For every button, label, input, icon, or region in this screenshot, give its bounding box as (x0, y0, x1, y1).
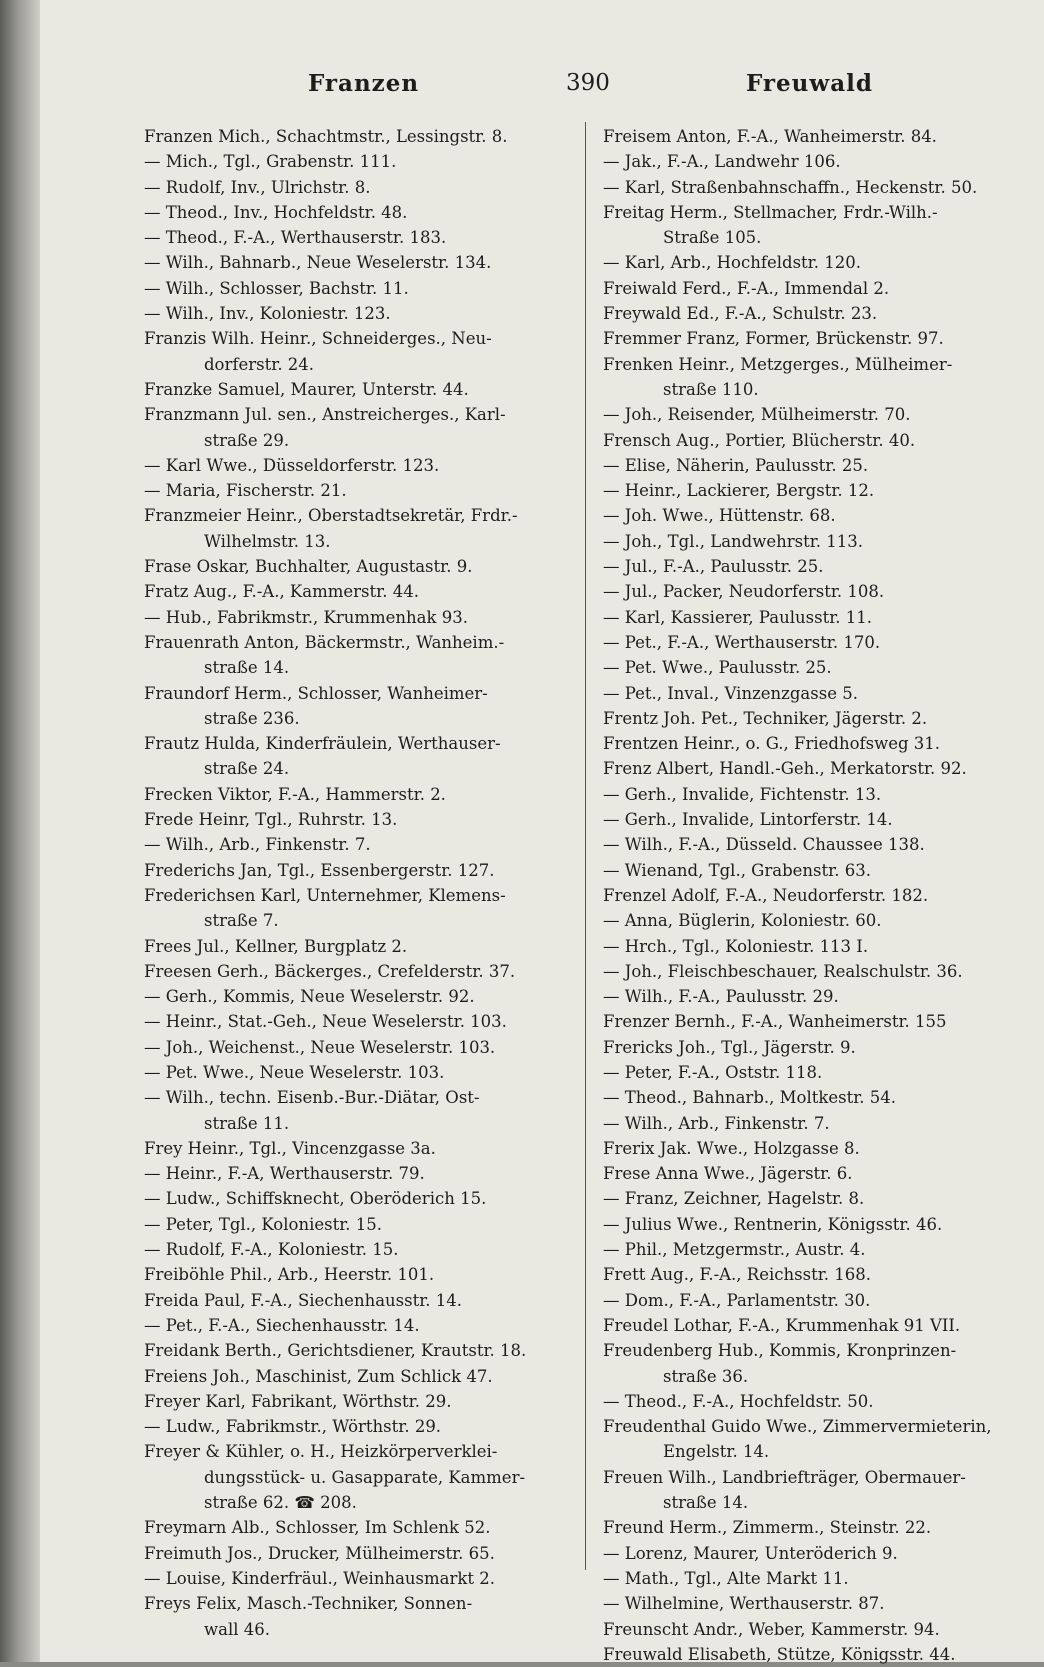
directory-entry: — Wilh., Bahnarb., Neue Weselerstr. 134. (144, 253, 492, 273)
directory-entry: — Wilh., Inv., Koloniestr. 123. (144, 304, 391, 324)
directory-entry: — Hub., Fabrikmstr., Krummenhak 93. (144, 607, 468, 627)
directory-entry-continuation: wall 46. (204, 1619, 270, 1639)
directory-entry: Freudenberg Hub., Kommis, Kronprinzen- (603, 1341, 957, 1361)
directory-entry: — Louise, Kinderfräul., Weinhausmarkt 2. (144, 1568, 496, 1588)
page-header (40, 70, 1044, 106)
directory-entry: Frenz Albert, Handl.-Geh., Merkatorstr. 92. (603, 759, 967, 779)
directory-entry: Frese Anna Wwe., Jägerstr. 6. (603, 1164, 853, 1184)
directory-entry: — Pet., F.-A., Werthauserstr. 170. (603, 632, 881, 652)
directory-entry: — Theod., Inv., Hochfeldstr. 48. (144, 202, 408, 222)
directory-entry: — Gerh., Invalide, Fichtenstr. 13. (603, 784, 882, 804)
directory-entry: — Pet. Wwe., Paulusstr. 25. (603, 658, 832, 678)
page-number: 390 (566, 70, 610, 96)
directory-entry-continuation: straße 24. (204, 759, 290, 779)
left-column (144, 124, 574, 1642)
directory-entry: Freund Herm., Zimmerm., Steinstr. 22. (603, 1518, 932, 1538)
directory-entry: — Gerh., Invalide, Lintorferstr. 14. (603, 810, 893, 830)
directory-entry: — Wilh., Arb., Finkenstr. 7. (603, 1113, 830, 1133)
directory-entry: — Lorenz, Maurer, Unteröderich 9. (603, 1543, 898, 1563)
directory-entry: Freyer & Kühler, o. H., Heizkörperverklei- (144, 1442, 498, 1462)
directory-entry: Freesen Gerh., Bäckerges., Crefelderstr. 37. (144, 961, 516, 981)
directory-entry: Frenzer Bernh., F.-A., Wanheimerstr. 155 (603, 1012, 947, 1032)
directory-entry: — Anna, Büglerin, Koloniestr. 60. (603, 911, 882, 931)
directory-page (40, 0, 1044, 1662)
directory-entry: Freiböhle Phil., Arb., Heerstr. 101. (144, 1265, 435, 1285)
directory-entry: — Heinr., Stat.-Geh., Neue Weselerstr. 103. (144, 1012, 507, 1032)
directory-entry: Frentzen Heinr., o. G., Friedhofsweg 31. (603, 734, 941, 754)
directory-entry-continuation: straße 11. (204, 1113, 290, 1133)
directory-entry: — Karl Wwe., Düsseldorferstr. 123. (144, 455, 440, 475)
directory-entry: Freywald Ed., F.-A., Schulstr. 23. (603, 304, 878, 324)
directory-entry: — Mich., Tgl., Grabenstr. 111. (144, 152, 397, 172)
directory-entry: — Pet., F.-A., Siechenhausstr. 14. (144, 1315, 420, 1335)
directory-entry: — Wilh., techn. Eisenb.-Bur.-Diätar, Ost- (144, 1088, 480, 1108)
directory-entry: Freuen Wilh., Landbriefträger, Obermauer- (603, 1467, 966, 1487)
directory-entry: — Pet. Wwe., Neue Weselerstr. 103. (144, 1062, 445, 1082)
directory-entry: — Wilh., F.-A., Düsseld. Chaussee 138. (603, 835, 925, 855)
directory-entry: Frauenrath Anton, Bäckermstr., Wanheim.- (144, 632, 505, 652)
directory-entry-continuation: dorferstr. 24. (204, 354, 315, 374)
directory-entry-continuation: straße 236. (204, 708, 300, 728)
directory-entry: Frecken Viktor, F.-A., Hammerstr. 2. (144, 784, 446, 804)
directory-entry: Freimuth Jos., Drucker, Mülheimerstr. 65. (144, 1543, 495, 1563)
directory-entry: — Heinr., F.-A, Werthauserstr. 79. (144, 1164, 425, 1184)
directory-entry: Frerix Jak. Wwe., Holzgasse 8. (603, 1138, 860, 1158)
directory-entry: Frees Jul., Kellner, Burgplatz 2. (144, 936, 408, 956)
directory-entry-continuation: Wilhelmstr. 13. (204, 531, 331, 551)
directory-entry: Frederichsen Karl, Unternehmer, Klemens- (144, 885, 506, 905)
directory-entry: Fratz Aug., F.-A., Kammerstr. 44. (144, 582, 419, 602)
directory-entry: — Theod., F.-A., Hochfeldstr. 50. (603, 1391, 874, 1411)
directory-entry: Frentz Joh. Pet., Techniker, Jägerstr. 2. (603, 708, 928, 728)
directory-entry: Freitag Herm., Stellmacher, Frdr.-Wilh.- (603, 202, 938, 222)
directory-entry: — Joh., Tgl., Landwehrstr. 113. (603, 531, 864, 551)
directory-entry: — Math., Tgl., Alte Markt 11. (603, 1568, 849, 1588)
directory-entry-continuation: straße 62. ☎ 208. (204, 1493, 357, 1513)
directory-entry: Freys Felix, Masch.-Techniker, Sonnen- (144, 1594, 473, 1614)
directory-entry: Freuwald Elisabeth, Stütze, Königsstr. 44. (603, 1644, 956, 1664)
directory-entry: Franzmann Jul. sen., Anstreicherges., Karl- (144, 405, 506, 425)
directory-entry: Freunscht Andr., Weber, Kammerstr. 94. (603, 1619, 940, 1639)
directory-entry: — Wilh., Schlosser, Bachstr. 11. (144, 278, 409, 298)
directory-entry: — Karl, Arb., Hochfeldstr. 120. (603, 253, 861, 273)
directory-entry: Frenken Heinr., Metzgerges., Mülheimer- (603, 354, 953, 374)
directory-entry: — Joh., Reisender, Mülheimerstr. 70. (603, 405, 911, 425)
directory-entry: — Hrch., Tgl., Koloniestr. 113 I. (603, 936, 869, 956)
directory-entry: Frenzel Adolf, F.-A., Neudorferstr. 182. (603, 885, 929, 905)
directory-entry: Freidank Berth., Gerichtsdiener, Krautstr. 18. (144, 1341, 527, 1361)
directory-entry: Fremmer Franz, Former, Brückenstr. 97. (603, 329, 944, 349)
directory-entry: — Rudolf, F.-A., Koloniestr. 15. (144, 1240, 399, 1260)
directory-entry: — Ludw., Fabrikmstr., Wörthstr. 29. (144, 1417, 442, 1437)
directory-entry: — Karl, Kassierer, Paulusstr. 11. (603, 607, 873, 627)
directory-entry: Frautz Hulda, Kinderfräulein, Werthauser- (144, 734, 501, 754)
directory-entry-continuation: Straße 105. (663, 228, 762, 248)
directory-entry: — Karl, Straßenbahnschaffn., Heckenstr. 50. (603, 177, 978, 197)
directory-entry: Freudel Lothar, F.-A., Krummenhak 91 VII. (603, 1315, 961, 1335)
directory-entry: — Gerh., Kommis, Neue Weselerstr. 92. (144, 987, 475, 1007)
directory-entry: — Joh., Weichenst., Neue Weselerstr. 103. (144, 1037, 496, 1057)
directory-entry: — Joh. Wwe., Hüttenstr. 68. (603, 506, 836, 526)
directory-entry: — Peter, F.-A., Oststr. 118. (603, 1062, 823, 1082)
header-first-entry: Franzen (308, 70, 420, 97)
directory-entry: — Dom., F.-A., Parlamentstr. 30. (603, 1290, 871, 1310)
directory-entry: — Joh., Fleischbeschauer, Realschulstr. 36. (603, 961, 963, 981)
directory-entry: — Elise, Näherin, Paulusstr. 25. (603, 455, 869, 475)
directory-entry: — Maria, Fischerstr. 21. (144, 481, 347, 501)
directory-entry: — Julius Wwe., Rentnerin, Königsstr. 46. (603, 1214, 943, 1234)
book-spine-edge (0, 0, 40, 1662)
directory-entry-continuation: dungsstück- u. Gasapparate, Kammer- (204, 1467, 526, 1487)
directory-entry: Freymarn Alb., Schlosser, Im Schlenk 52. (144, 1518, 491, 1538)
directory-entry-continuation: Engelstr. 14. (663, 1442, 770, 1462)
directory-entry: Frett Aug., F.-A., Reichsstr. 168. (603, 1265, 871, 1285)
directory-entry: — Peter, Tgl., Koloniestr. 15. (144, 1214, 383, 1234)
directory-entry: — Rudolf, Inv., Ulrichstr. 8. (144, 177, 371, 197)
directory-entry-continuation: straße 29. (204, 430, 290, 450)
directory-entry: Freyer Karl, Fabrikant, Wörthstr. 29. (144, 1391, 452, 1411)
directory-entry: Frericks Joh., Tgl., Jägerstr. 9. (603, 1037, 856, 1057)
directory-entry: — Theod., Bahnarb., Moltkestr. 54. (603, 1088, 897, 1108)
directory-entry: — Franz, Zeichner, Hagelstr. 8. (603, 1189, 865, 1209)
directory-entry: Fraundorf Herm., Schlosser, Wanheimer- (144, 683, 488, 703)
directory-entry: Frase Oskar, Buchhalter, Augustastr. 9. (144, 557, 473, 577)
header-last-entry: Freuwald (746, 70, 873, 97)
directory-entry: — Wilh., F.-A., Paulusstr. 29. (603, 987, 839, 1007)
directory-entry: — Phil., Metzgermstr., Austr. 4. (603, 1240, 866, 1260)
directory-entry: — Jak., F.-A., Landwehr 106. (603, 152, 841, 172)
directory-entry: Freida Paul, F.-A., Siechenhausstr. 14. (144, 1290, 463, 1310)
directory-entry: Freiens Joh., Maschinist, Zum Schlick 47. (144, 1366, 493, 1386)
directory-entry: — Theod., F.-A., Werthauserstr. 183. (144, 228, 447, 248)
directory-entry: Frey Heinr., Tgl., Vincenzgasse 3a. (144, 1138, 436, 1158)
directory-entry: Frede Heinr, Tgl., Ruhrstr. 13. (144, 810, 398, 830)
directory-entry: Franzis Wilh. Heinr., Schneiderges., Neu- (144, 329, 492, 349)
directory-entry-continuation: straße 14. (204, 658, 290, 678)
directory-entry: — Jul., Packer, Neudorferstr. 108. (603, 582, 885, 602)
directory-entry: — Pet., Inval., Vinzenzgasse 5. (603, 683, 858, 703)
directory-entry-continuation: straße 36. (663, 1366, 749, 1386)
directory-entry: — Ludw., Schiffsknecht, Oberöderich 15. (144, 1189, 487, 1209)
right-column (603, 124, 1043, 1667)
directory-entry: — Jul., F.-A., Paulusstr. 25. (603, 557, 824, 577)
directory-entry-continuation: straße 110. (663, 379, 759, 399)
directory-entry: Freiwald Ferd., F.-A., Immendal 2. (603, 278, 890, 298)
directory-entry: Franzke Samuel, Maurer, Unterstr. 44. (144, 379, 469, 399)
directory-entry: Franzmeier Heinr., Oberstadtsekretär, Frdr.- (144, 506, 518, 526)
directory-entry-continuation: straße 7. (204, 911, 279, 931)
directory-entry: Frederichs Jan, Tgl., Essenbergerstr. 127. (144, 860, 495, 880)
directory-entry: — Wilhelmine, Werthauserstr. 87. (603, 1594, 885, 1614)
directory-entry: — Wilh., Arb., Finkenstr. 7. (144, 835, 371, 855)
directory-entry: — Wienand, Tgl., Grabenstr. 63. (603, 860, 871, 880)
directory-entry-continuation: straße 14. (663, 1493, 749, 1513)
directory-entry: Frensch Aug., Portier, Blücherstr. 40. (603, 430, 916, 450)
directory-entry: Freisem Anton, F.-A., Wanheimerstr. 84. (603, 127, 937, 146)
directory-entry: Freudenthal Guido Wwe., Zimmervermieterin, (603, 1417, 992, 1437)
directory-entry: Franzen Mich., Schachtmstr., Lessingstr. 8. (144, 127, 508, 146)
directory-entry: — Heinr., Lackierer, Bergstr. 12. (603, 481, 875, 501)
column-divider (585, 122, 586, 1570)
